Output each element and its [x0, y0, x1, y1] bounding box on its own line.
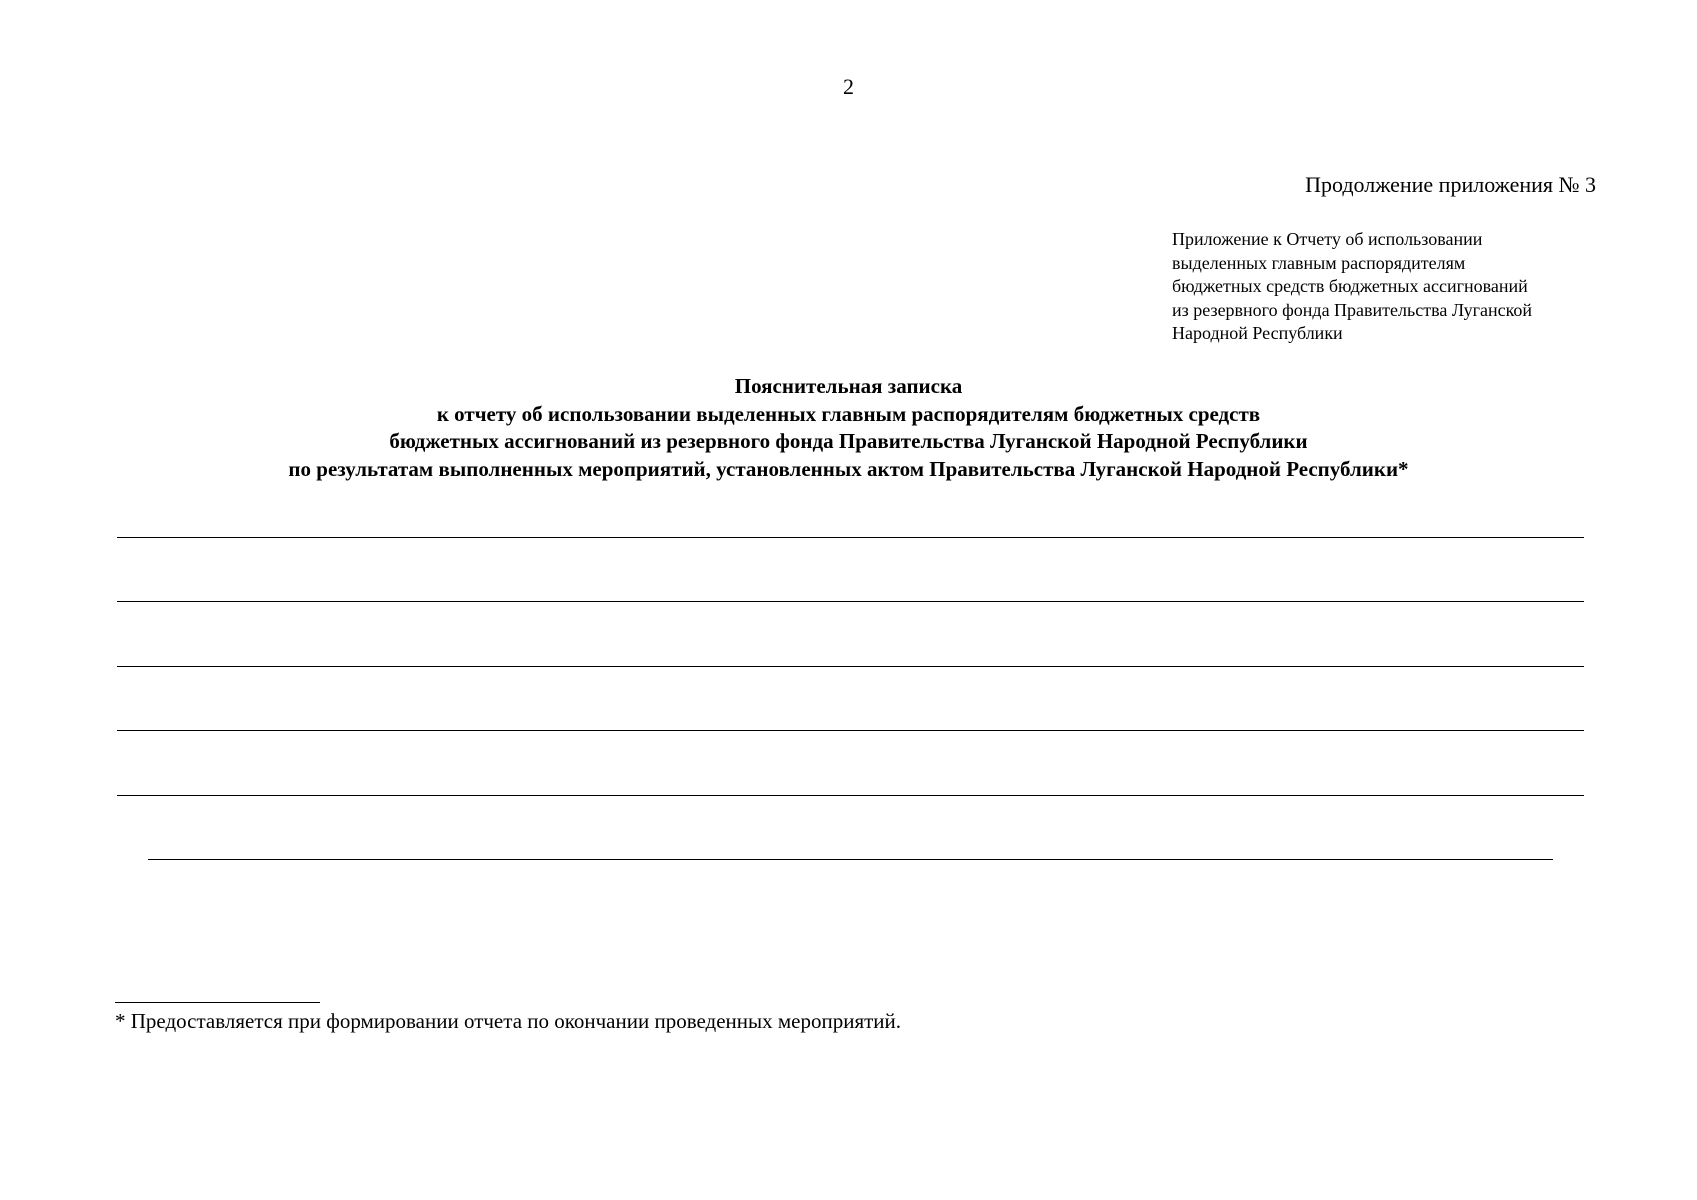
continuation-label: Продолжение приложения № 3 — [1305, 172, 1596, 197]
blank-fill-line[interactable] — [117, 666, 1584, 667]
blank-fill-line[interactable] — [117, 730, 1584, 731]
appendix-note-line: выделенных главным распорядителям — [1172, 252, 1466, 273]
appendix-note-line: Народной Республики — [1172, 323, 1343, 343]
blank-fill-line[interactable] — [117, 795, 1584, 796]
title-line: по результатам выполненных мероприятий, установленных актом Правительства Луганской Народной Республики* — [288, 456, 1409, 481]
blank-fill-line[interactable] — [117, 601, 1584, 602]
blank-fill-line[interactable] — [148, 859, 1553, 860]
appendix-note-line: из резервного фонда Правительства Луганской — [1172, 299, 1533, 320]
blank-fill-line[interactable] — [117, 537, 1584, 538]
footnote-text: * Предоставляется при формировании отчета по окончании проведенных мероприятий. — [115, 1009, 902, 1033]
title-line: бюджетных ассигнований из резервного фонда Правительства Луганской Народной Республики — [389, 429, 1308, 453]
document-title — [0, 373, 1697, 483]
title-line: к отчету об использовании выделенных главным распорядителям бюджетных средств — [436, 401, 1261, 426]
footnote-separator — [115, 1002, 320, 1003]
title-heading: Пояснительная записка — [734, 374, 963, 398]
appendix-note-line: Приложение к Отчету об использовании — [1172, 229, 1483, 249]
page-number: 2 — [843, 74, 854, 99]
appendix-note — [1172, 228, 1612, 346]
appendix-note-line: бюджетных средств бюджетных ассигнований — [1172, 276, 1528, 296]
